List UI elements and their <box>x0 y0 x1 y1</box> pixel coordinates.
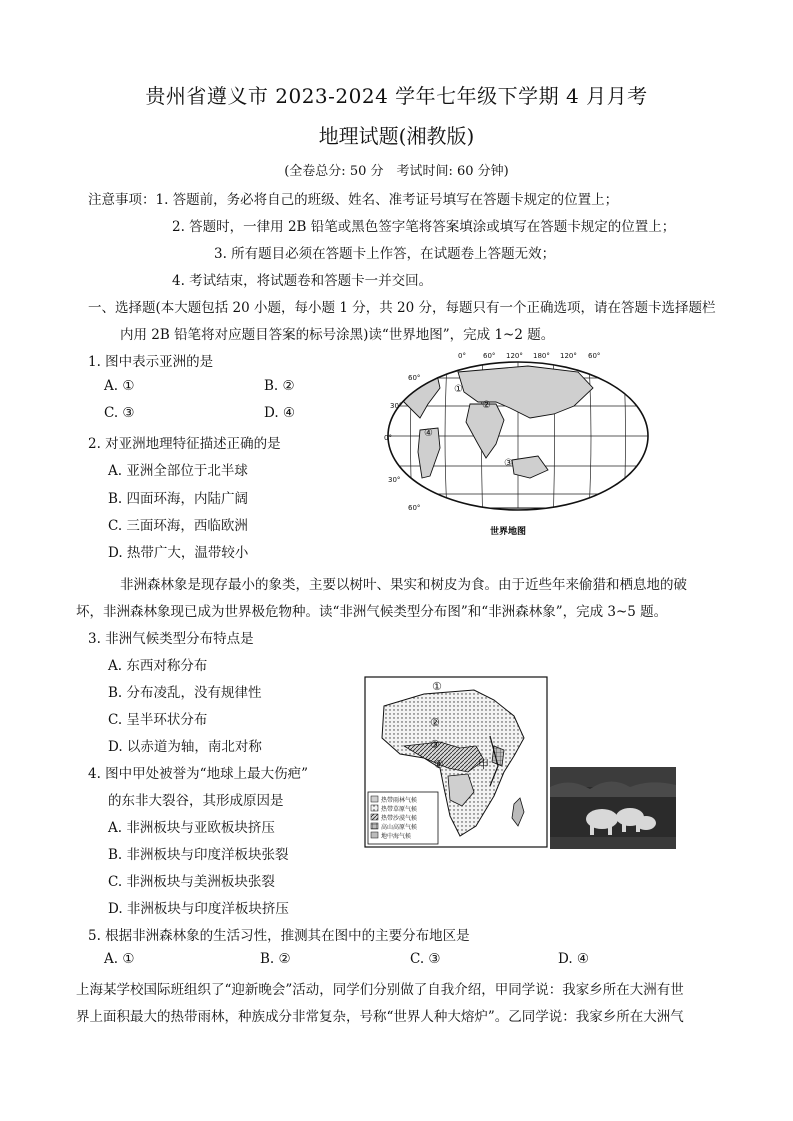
q4-option-a: A. 非洲板块与亚欧板块挤压 <box>108 820 275 836</box>
note-1: 注意事项：1. 答题前，务必将自己的班级、姓名、准考证号填写在答题卡规定的位置上； <box>88 192 619 208</box>
q4-option-d: D. 非洲板块与印度洋板块挤压 <box>108 901 289 917</box>
lon-label-120e: 120° <box>506 352 523 360</box>
passage-2-line-1: 非洲森林象是现存最小的象类，主要以树叶、果实和树皮为食。由于近些年来偷猎和栖息地的破 <box>120 577 687 593</box>
lon-label-60w: 60° <box>588 352 601 360</box>
q2-option-d: D. 热带广大，温带较小 <box>108 545 249 561</box>
lat-label-60n: 60° <box>408 374 421 382</box>
legend-item-4: 高山高原气候 <box>381 824 418 831</box>
passage-3-line-2: 界上面积最大的热带雨林，种族成分非常复杂，号称“世界人种大熔炉”。乙同学说：我家乡所在大洲气 <box>76 1009 684 1025</box>
lon-label-180: 180° <box>533 352 550 360</box>
note-2: 2. 答题时，一律用 2B 铅笔或黑色签字笔将答案填涂或填写在答题卡规定的位置上； <box>172 219 676 235</box>
q3-stem: 3. 非洲气候类型分布特点是 <box>88 631 254 647</box>
legend-item-2: 热带草原气候 <box>381 806 418 813</box>
q2-option-c: C. 三面环海，西临欧洲 <box>108 518 248 534</box>
lat-label-0: 0° <box>384 434 392 442</box>
q2-stem: 2. 对亚洲地理特征描述正确的是 <box>88 436 281 452</box>
q5-option-a: A. ① <box>104 951 135 967</box>
africa-marker-4: ④ <box>434 758 444 771</box>
q2-option-a: A. 亚洲全部位于北半球 <box>108 463 248 479</box>
africa-marker-1: ① <box>432 680 442 693</box>
world-marker-2: ② <box>482 400 491 411</box>
q1-option-a: A. ① <box>104 378 135 394</box>
africa-climate-map <box>364 676 548 848</box>
africa-marker-2: ② <box>430 716 440 729</box>
exam-subtitle: 地理试题(湘教版) <box>318 124 475 148</box>
section-1-line-2: 内用 2B 铅笔将对应题目答案的标号涂黑)读“世界地图”，完成 1~2 题。 <box>120 327 555 343</box>
lon-label-120w: 120° <box>560 352 577 360</box>
q4-option-c: C. 非洲板块与美洲板块张裂 <box>108 874 275 890</box>
lat-label-30n: 30° <box>390 402 403 410</box>
q3-option-d: D. 以赤道为轴，南北对称 <box>108 739 262 755</box>
africa-marker-jia: 甲 <box>478 758 489 771</box>
q3-option-c: C. 呈半环状分布 <box>108 712 208 728</box>
legend-item-3: 热带沙漠气候 <box>381 815 418 822</box>
passage-2-line-2: 坏，非洲森林象现已成为世界极危物种。读“非洲气候类型分布图”和“非洲森林象”，完成 3~5 题。 <box>76 604 668 620</box>
world-marker-1: ① <box>454 384 463 395</box>
section-1-line-1: 一、选择题(本大题包括 20 小题，每小题 1 分，共 20 分，每题只有一个正确选项，请在答题卡选择题栏 <box>88 300 716 316</box>
q2-option-b: B. 四面环海，内陆广阔 <box>108 491 249 507</box>
exam-title: 贵州省遵义市 2023-2024 学年七年级下学期 4 月月考 <box>145 84 648 108</box>
q4-option-b: B. 非洲板块与印度洋板块张裂 <box>108 847 289 863</box>
lat-label-60s: 60° <box>408 504 421 512</box>
africa-legend <box>368 792 438 844</box>
note-3: 3. 所有题目必须在答题卡上作答，在试题卷上答题无效； <box>214 246 556 262</box>
world-map <box>378 348 658 538</box>
q1-stem: 1. 图中表示亚洲的是 <box>88 354 214 370</box>
lon-label-60e: 60° <box>483 352 496 360</box>
forest-elephant-photo <box>550 767 676 849</box>
africa-marker-3: ③ <box>430 738 440 751</box>
exam-info: (全卷总分: 50 分 考试时间: 60 分钟) <box>284 164 509 179</box>
legend-item-1: 热带雨林气候 <box>381 797 418 804</box>
world-map-caption: 世界地图 <box>490 527 527 537</box>
q3-option-a: A. 东西对称分布 <box>108 658 208 674</box>
passage-3-line-1: 上海某学校国际班组织了“迎新晚会”活动，同学们分别做了自我介绍，甲同学说：我家乡所在大洲有世 <box>76 982 684 998</box>
legend-item-5: 地中海气候 <box>381 833 412 840</box>
world-marker-4: ④ <box>424 428 433 439</box>
lon-label-0: 0° <box>458 352 466 360</box>
q4-stem-line-1: 4. 图中甲处被誉为“地球上最大伤疤” <box>88 766 308 782</box>
q5-option-d: D. ④ <box>558 951 590 967</box>
q1-option-d: D. ④ <box>264 405 296 421</box>
q1-option-c: C. ③ <box>104 405 135 421</box>
q4-stem-line-2: 的东非大裂谷，其形成原因是 <box>108 793 284 809</box>
q5-option-b: B. ② <box>260 951 291 967</box>
q1-option-b: B. ② <box>264 378 295 394</box>
q5-stem: 5. 根据非洲森林象的生活习性，推测其在图中的主要分布地区是 <box>88 928 470 944</box>
q3-option-b: B. 分布凌乱，没有规律性 <box>108 685 262 701</box>
world-marker-3: ③ <box>504 458 513 469</box>
note-4: 4. 考试结束，将试题卷和答题卡一并交回。 <box>172 273 433 289</box>
lat-label-30s: 30° <box>388 476 401 484</box>
q5-option-c: C. ③ <box>410 951 441 967</box>
